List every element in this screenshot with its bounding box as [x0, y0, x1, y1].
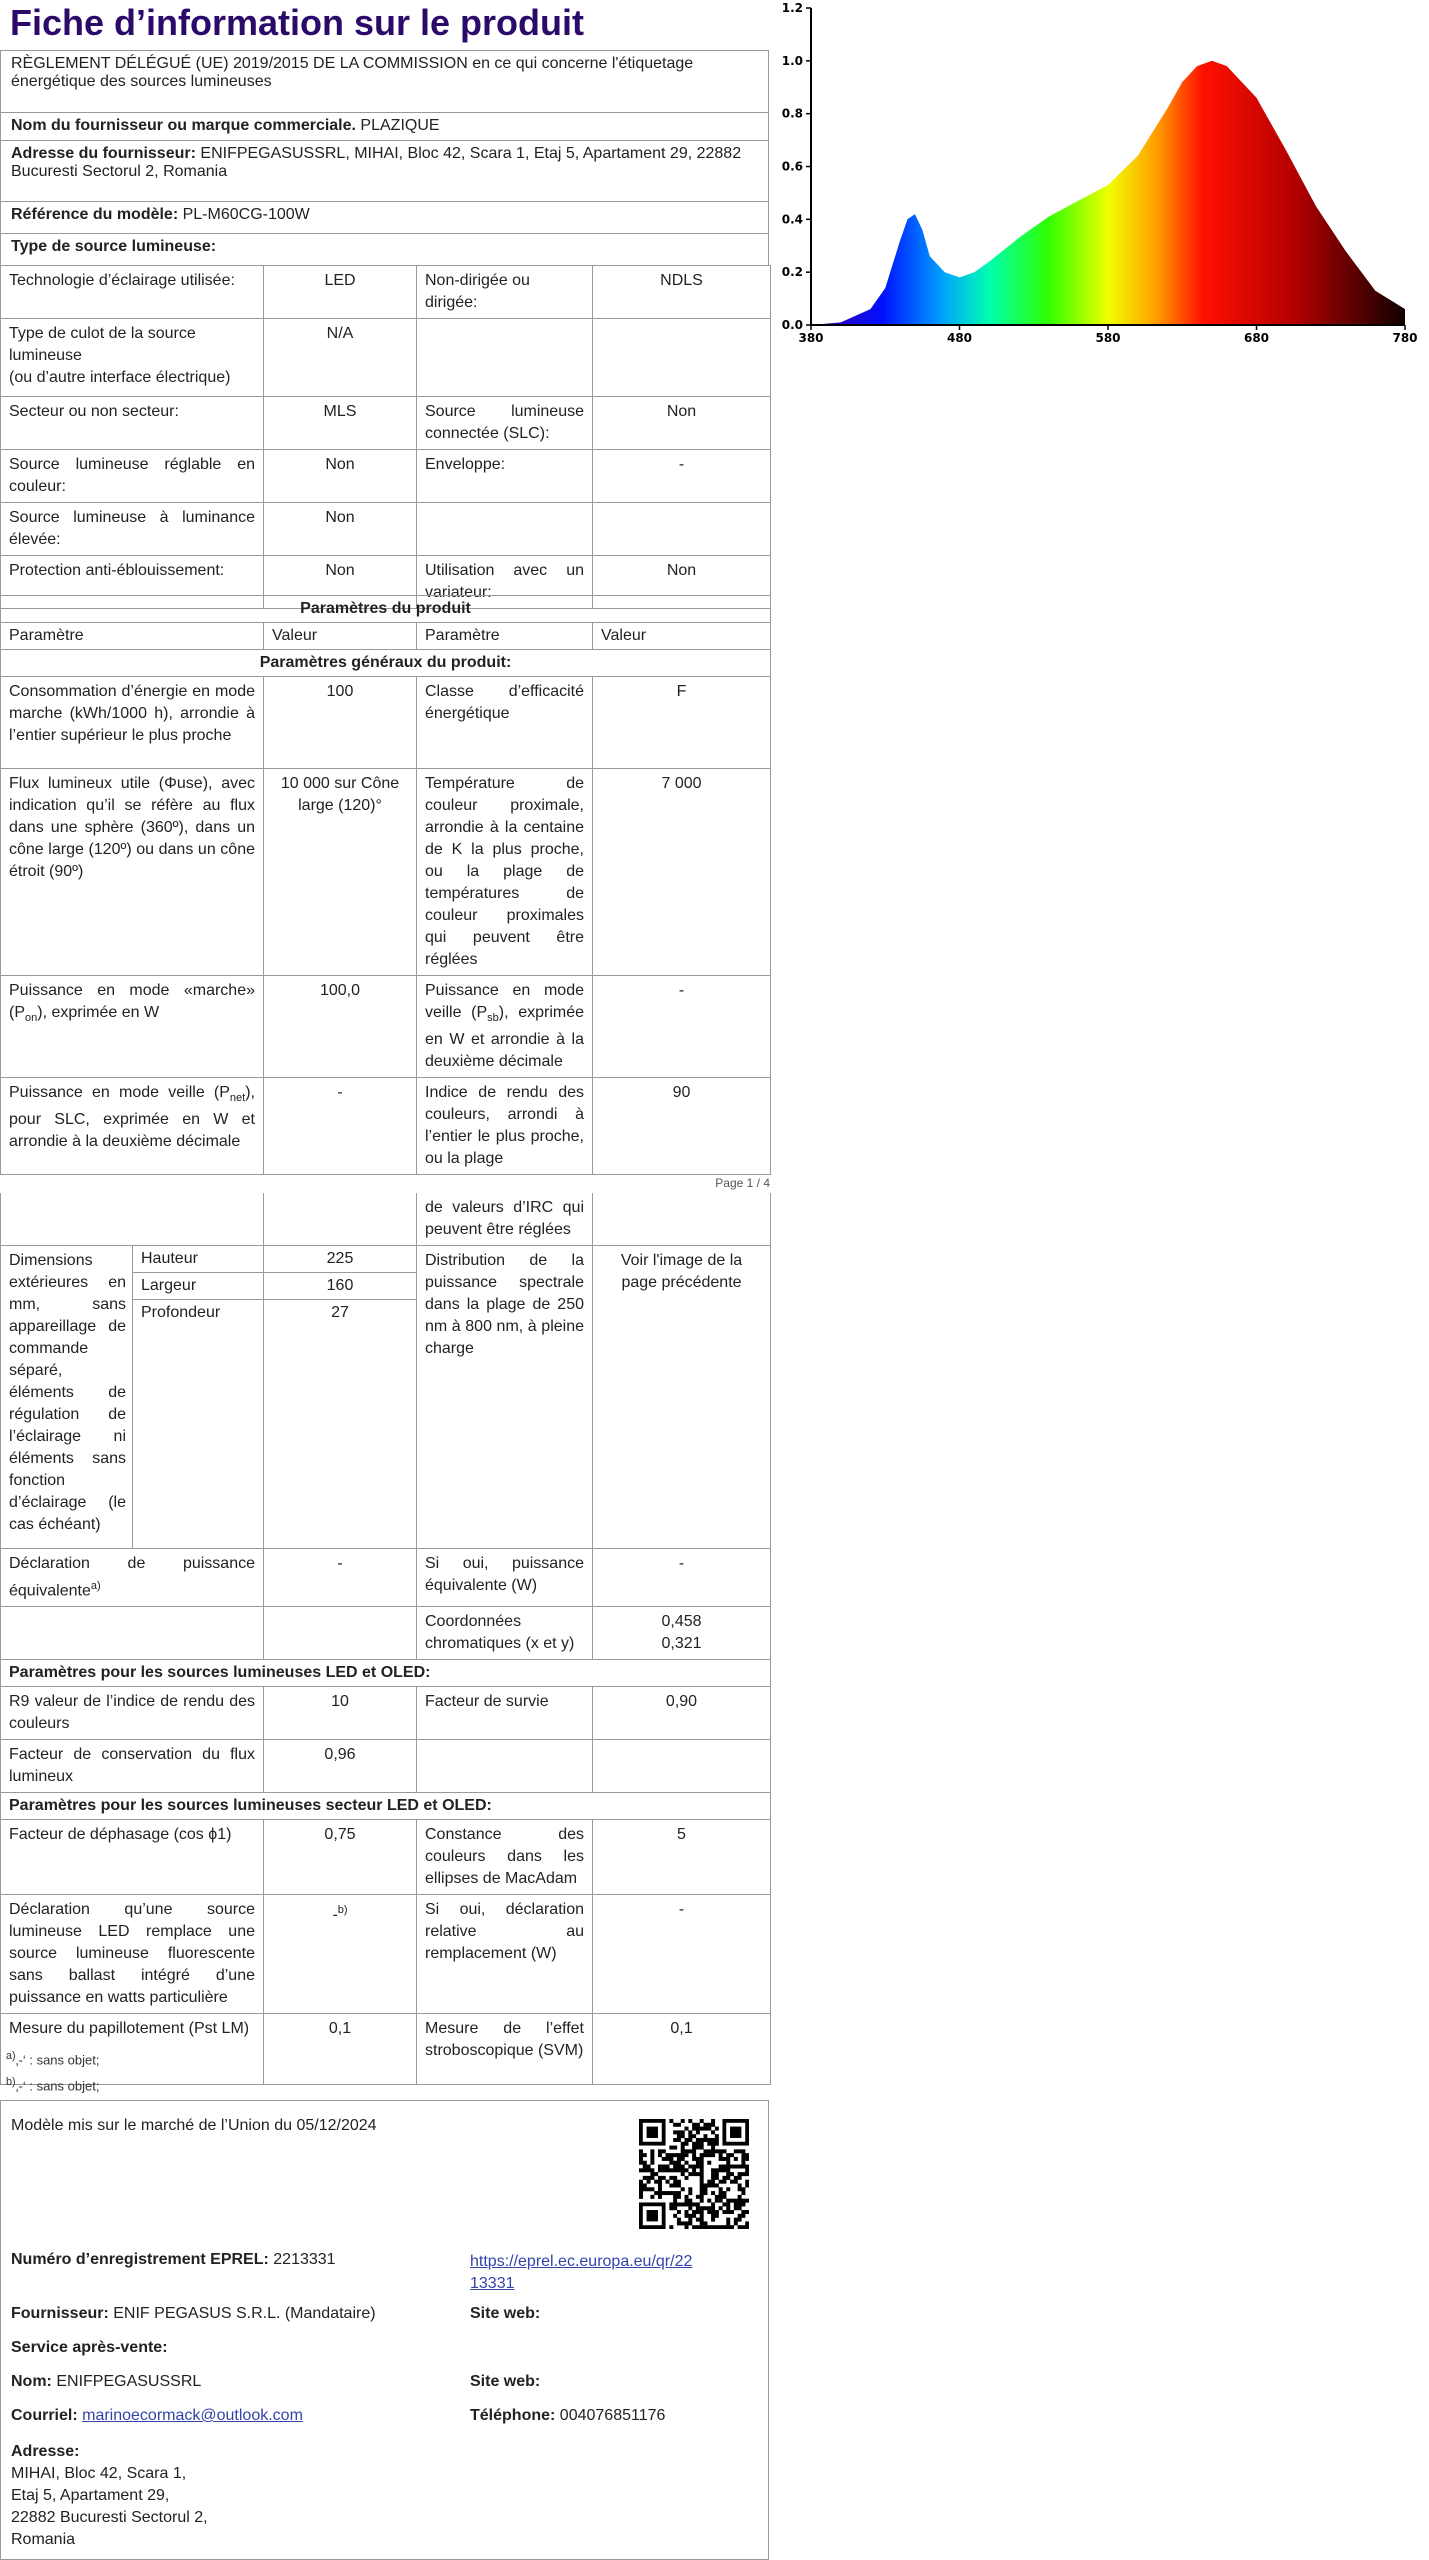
strobo-value: 0,1 [593, 2014, 771, 2085]
replace-value: -$^{b)}$ [264, 1895, 417, 2014]
cri-value: 90 [593, 1078, 771, 1175]
col-param-2: Paramètre [417, 623, 593, 650]
model-value: PL-M60CG-100W [182, 206, 310, 223]
qr-code-icon[interactable] [639, 2119, 749, 2229]
dimmer-label: Utilisation avec un variateur: [417, 556, 593, 609]
cap-value: N/A [264, 319, 417, 397]
y-tick-label: 0.8 [781, 106, 803, 121]
flux-label: Flux lumineux utile (Φuse), avec indication qu’il se réfère au flux dans une sphère (360º), dans un cône large (120º) ou dans un cône étroit (90º) [1, 769, 264, 976]
flux-value: 10 000 sur Cône large (120)° [264, 769, 417, 976]
replace-w-label: Si oui, déclaration relative au remplacement (W) [417, 1895, 593, 2014]
r9-label: R9 valeur de l’indice de rendu des couleurs [1, 1687, 264, 1740]
directed-value: NDLS [593, 266, 771, 319]
params-table-p1 [0, 595, 771, 1175]
eprel-box [0, 2100, 769, 2560]
equiv-w-label: Si oui, puissance équivalente (W) [417, 1549, 593, 1607]
connected-value: Non [593, 397, 771, 450]
x-tick-label: 580 [1095, 331, 1121, 345]
regulation-box [0, 50, 769, 113]
service-email: Courriel: marinoecormack@outlook.com [11, 2407, 303, 2424]
x-tick-label: 380 [798, 331, 824, 345]
model-label: Référence du modèle: [11, 206, 179, 223]
dimmer-value: Non [593, 556, 771, 609]
consumption-value: 100 [264, 677, 417, 769]
col-value: Valeur [264, 623, 417, 650]
maint-value: 0,96 [264, 1740, 417, 1793]
y-tick-label: 1.2 [781, 1, 803, 15]
efficiency-label: Classe d’efficacité énergétique [417, 677, 593, 769]
y-tick-label: 1.0 [781, 53, 803, 68]
width-label: Largeur [133, 1273, 264, 1300]
depth-label: Profondeur [133, 1300, 264, 1549]
x-tick-label: 480 [946, 331, 973, 345]
spectrum-chart [775, 0, 1429, 350]
phase-label: Facteur de déphasage (cos ϕ1) [1, 1820, 264, 1895]
spd-label: Distribution de la puissance spectrale dans la plage de 250 nm à 800 nm, à pleine charge [417, 1246, 593, 1549]
pon-label: Puissance en mode «marche» $(P_{on})$, exprimée en W [1, 976, 264, 1078]
source-type-table [0, 265, 771, 609]
survival-label: Facteur de survie [417, 1687, 593, 1740]
dims-label: Dimensions extérieures en mm, sans appareillage de commande séparé, éléments de régulation de l’éclairage ni éléments sans fonction d’éclairage (le cas échéant) [1, 1246, 133, 1549]
col-param: Paramètre [1, 623, 264, 650]
service-address: Adresse: MIHAI, Bloc 42, Scara 1, Etaj 5, Apartament 29, 22882 Bucuresti Sectorul 2, Romania [11, 2443, 208, 2548]
x-tick-label: 780 [1392, 331, 1418, 345]
directed-label: Non-dirigée ou dirigée: [417, 266, 593, 319]
service-label: Service après-vente: [11, 2339, 168, 2356]
highlum-value: Non [264, 503, 417, 556]
colour-label: Source lumineuse réglable en couleur: [1, 450, 264, 503]
email-link[interactable]: marinoecormack@outlook.com [82, 2407, 303, 2424]
psb-value: - [593, 976, 771, 1078]
pnet-label: Puissance en mode veille $(P_{net})$, pour SLC, exprimée en W et arrondie à la deuxième décimale [1, 1078, 264, 1175]
pnet-value: - [264, 1078, 417, 1175]
mains-label: Secteur ou non secteur: [1, 397, 264, 450]
flicker-label: Mesure du papillotement (Pst LM) [1, 2014, 264, 2085]
address-box [0, 140, 769, 202]
spd-value: Voir l'image de la page précédente [593, 1246, 771, 1549]
cri-label: Indice de rendu des couleurs, arrondi à l’entier le plus proche, ou la plage [417, 1078, 593, 1175]
strobo-label: Mesure de l’effet stroboscopique (SVM) [417, 2014, 593, 2085]
macadam-label: Constance des couleurs dans les ellipses de MacAdam [417, 1820, 593, 1895]
website2-label: Site web: [470, 2373, 541, 2390]
consumption-label: Consommation d’énergie en mode marche (kWh/1000 h), arrondie à l’entier supérieur le plus proche [1, 677, 264, 769]
regulation-text: RÈGLEMENT DÉLÉGUÉ (UE) 2019/2015 DE LA COMMISSION en ce qui concerne l'étiquetage énergétique des sources lumineuses [11, 55, 694, 90]
equiv-value: - [264, 1549, 417, 1607]
service-name: Nom: ENIFPEGASUSSRL [11, 2373, 202, 2390]
survival-value: 0,90 [593, 1687, 771, 1740]
macadam-value: 5 [593, 1820, 771, 1895]
y-tick-label: 0.6 [781, 159, 803, 174]
address-value: ENIFPEGASUSSRL, MIHAI, Bloc 42, Scara 1, Etaj 5, Apartament 29, 22882 Bucuresti Sectorul 2, Romania [11, 145, 742, 180]
cct-label: Température de couleur proximale, arrondie à la centaine de K la plus proche, ou la plage de températures de couleur proximales qui peuvent être réglées [417, 769, 593, 976]
replace-label: Déclaration qu’une source lumineuse LED remplace une source lumineuse fluorescente sans ballast intégré d’une puissance en watts particulière [1, 1895, 264, 2014]
glare-label: Protection anti-éblouissement: [1, 556, 264, 609]
spectrum-area [811, 61, 1405, 325]
connected-label: Source lumineuse connectée (SLC): [417, 397, 593, 450]
height-value: 225 [264, 1246, 417, 1273]
r9-value: 10 [264, 1687, 417, 1740]
type-label: Type de source lumineuse: [11, 238, 217, 255]
glare-value: Non [264, 556, 417, 609]
chroma-values: 0,458 0,321 [593, 1607, 771, 1660]
type-box [0, 233, 769, 266]
supplier-box [0, 112, 769, 141]
supplier-label: Nom du fournisseur ou marque commerciale. [11, 117, 356, 134]
pon-value: 100,0 [264, 976, 417, 1078]
params-table-p2 [0, 1193, 771, 2085]
eprel-link[interactable]: https://eprel.ec.europa.eu/qr/22 13331 [470, 2253, 693, 2292]
page-number: Page 1 / 4 [715, 1176, 770, 1190]
tech-label: Technologie d’éclairage utilisée: [1, 266, 264, 319]
params-section-title: Paramètres du produit [1, 596, 771, 623]
footnote-b: $^{b)}$‚-‘ : sans objet; [6, 2076, 100, 2094]
general-params-title: Paramètres généraux du produit: [1, 650, 771, 677]
height-label: Hauteur [133, 1246, 264, 1273]
col-value-2: Valeur [593, 623, 771, 650]
psb-label: Puissance en mode veille $(P_{sb})$, exprimée en W et arrondie à la deuxième décimale [417, 976, 593, 1078]
market-date: Modèle mis sur le marché de l’Union du 05/12/2024 [11, 2117, 377, 2134]
footnote-a: $^{a)}$‚-‘ : sans objet; [6, 2050, 100, 2068]
mains-led-params-title: Paramètres pour les sources lumineuses secteur LED et OLED: [1, 1793, 771, 1820]
highlum-label: Source lumineuse à luminance élevée: [1, 503, 264, 556]
cap-label: Type de culot de la source lumineuse (ou d’autre interface électrique) [1, 319, 264, 397]
width-value: 160 [264, 1273, 417, 1300]
envelope-label: Enveloppe: [417, 450, 593, 503]
replace-w-value: - [593, 1895, 771, 2014]
envelope-value: - [593, 450, 771, 503]
equiv-label: Déclaration de puissance équivalente$^{a)}$ [1, 1549, 264, 1607]
footer-supplier: Fournisseur: ENIF PEGASUS S.R.L. (Mandataire) [11, 2305, 376, 2322]
led-params-title: Paramètres pour les sources lumineuses LED et OLED: [1, 1660, 771, 1687]
page-title: Fiche d’information sur le produit [10, 2, 585, 43]
supplier-value: PLAZIQUE [360, 117, 440, 134]
website-label: Site web: [470, 2305, 541, 2322]
phase-value: 0,75 [264, 1820, 417, 1895]
cri-label-cont: de valeurs d’IRC qui peuvent être réglées [417, 1193, 593, 1246]
chroma-label: Coordonnées chromatiques (x et y) [417, 1607, 593, 1660]
y-tick-label: 0.0 [781, 318, 803, 332]
eprel-number: Numéro d’enregistrement EPREL: 2213331 [11, 2251, 336, 2268]
maint-label: Facteur de conservation du flux lumineux [1, 1740, 264, 1793]
equiv-w-value: - [593, 1549, 771, 1607]
service-phone: Téléphone: 004076851176 [470, 2407, 666, 2424]
cct-value: 7 000 [593, 769, 771, 976]
colour-value: Non [264, 450, 417, 503]
tech-value: LED [264, 266, 417, 319]
y-tick-label: 0.2 [781, 265, 803, 280]
address-label: Adresse du fournisseur: [11, 145, 196, 162]
flicker-value: 0,1 [264, 2014, 417, 2085]
efficiency-value: F [593, 677, 771, 769]
x-tick-label: 680 [1243, 331, 1270, 345]
depth-value: 27 [264, 1300, 417, 1549]
mains-value: MLS [264, 397, 417, 450]
model-box [0, 201, 769, 234]
y-tick-label: 0.4 [781, 212, 803, 227]
